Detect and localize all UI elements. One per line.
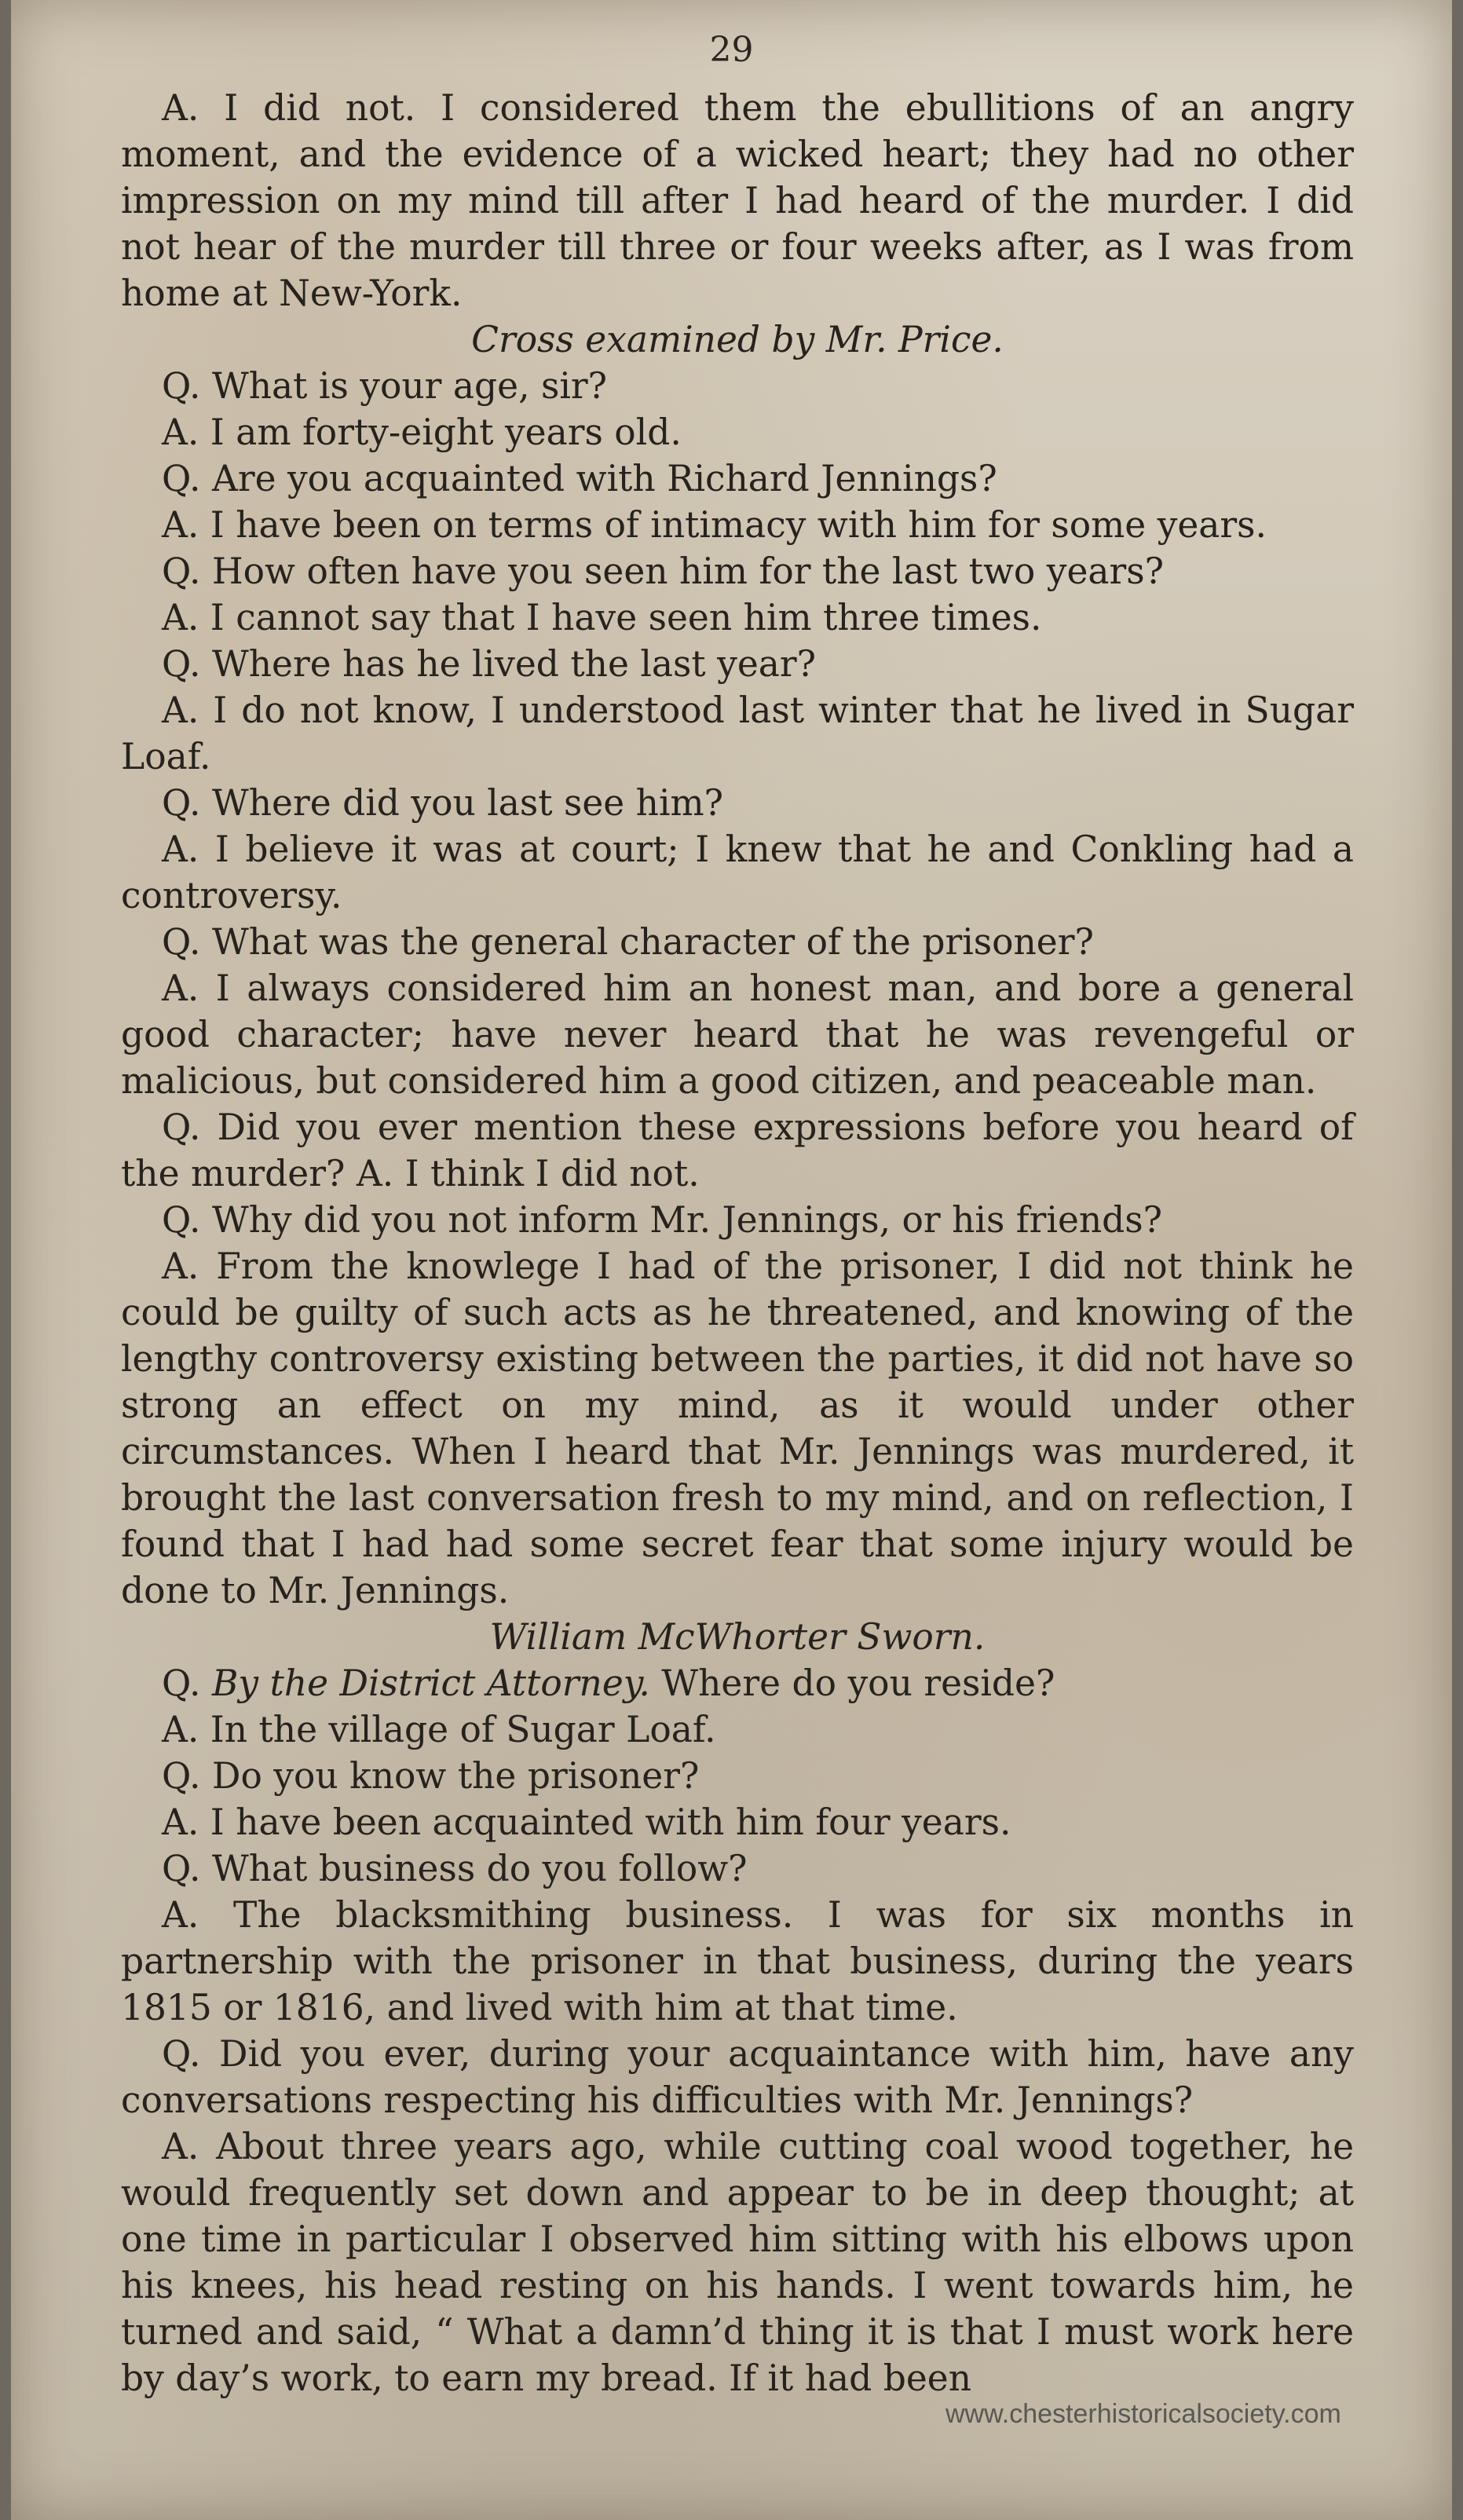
- text-paragraph: A. I believe it was at court; I knew that he and Conkling had a controversy.: [121, 828, 1354, 916]
- text-paragraph: Q. Are you acquainted with Richard Jennings?: [162, 458, 997, 499]
- text-paragraph: Q. Where has he lived the last year?: [162, 643, 817, 685]
- text-paragraph: A. I am forty-eight years old.: [162, 411, 682, 453]
- text-paragraph: Q. Why did you not inform Mr. Jennings, or his friends?: [162, 1199, 1163, 1241]
- text-paragraph: A. About three years ago, while cutting coal wood together, he would frequently set down and appear to be in deep thought; at one time in particular I observed him sitting with his elbows upon his knees, his head resting on his hands. I went towards him, he turned and said, “ What a damn’d thing it is that I must work here by day’s work, to earn my bread. If it had been: [121, 2126, 1354, 2399]
- text-paragraph: A. From the knowlege I had of the prisoner, I did not think he could be guilty of such acts as he threatened, and knowing of the lengthy controversy existing between the parties, it did not have so strong an effect on my mind, as it would under other circumstances. When I heard that Mr. Jennings was murdered, it brought the last conversation fresh to my mind, and on reflection, I found that I had had some secret fear that some injury would be done to Mr. Jennings.: [121, 1245, 1354, 1611]
- text-paragraph: Q. What was the general character of the prisoner?: [162, 921, 1094, 963]
- text-paragraph: Q. What business do you follow?: [162, 1848, 748, 1889]
- text-paragraph: A. I do not know, I understood last winter that he lived in Sugar Loaf.: [121, 689, 1354, 777]
- text-paragraph: Q. Do you know the prisoner?: [162, 1755, 700, 1797]
- text-paragraph: Q. Did you ever, during your acquaintance with him, have any conversations respecting his difficulties with Mr. Jennings?: [121, 2033, 1354, 2121]
- text-paragraph: A. I did not. I considered them the ebullitions of an angry moment, and the evidence of a wicked heart; they had no other impression on my mind till after I had heard of the murder. I did not hear of the murder till three or four weeks after, as I was from home at New-York.: [121, 87, 1354, 314]
- speaker-prefix: Q.: [162, 1662, 212, 1704]
- text-paragraph: A. I have been acquainted with him four years.: [162, 1801, 1011, 1843]
- text-paragraph: Q. Where did you last see him?: [162, 782, 724, 824]
- question-text: Where do you reside?: [649, 1662, 1055, 1704]
- book-page: [11, 0, 1452, 2520]
- text-paragraph: A. In the village of Sugar Loaf.: [162, 1709, 716, 1750]
- text-paragraph: Q. Did you ever mention these expressions before you heard of the murder? A. I think I did not.: [121, 1106, 1354, 1194]
- page-body: [121, 85, 1354, 2401]
- section-heading: Cross examined by Mr. Price.: [471, 319, 1004, 360]
- text-paragraph: Q. How often have you seen him for the last two years?: [162, 550, 1165, 592]
- text-paragraph: [121, 1660, 1354, 1706]
- text-paragraph: A. I have been on terms of intimacy with him for some years.: [162, 504, 1267, 546]
- text-paragraph: A. The blacksmithing business. I was for six months in partnership with the prisoner in that business, during the years 1815 or 1816, and lived with him at that time.: [121, 1894, 1354, 2028]
- text-paragraph: Q. What is your age, sir?: [162, 365, 608, 407]
- text-paragraph: A. I cannot say that I have seen him three times.: [162, 597, 1042, 638]
- watermark: www.chesterhistoricalsociety.com: [945, 2399, 1341, 2429]
- examiner-name: By the District Attorney.: [211, 1662, 650, 1704]
- page-number: 29: [709, 30, 754, 70]
- text-paragraph: A. I always considered him an honest man, and bore a general good character; have never heard that he was revengeful or malicious, but considered him a good citizen, and peaceable man.: [121, 967, 1354, 1102]
- section-heading: William McWhorter Sworn.: [489, 1616, 986, 1658]
